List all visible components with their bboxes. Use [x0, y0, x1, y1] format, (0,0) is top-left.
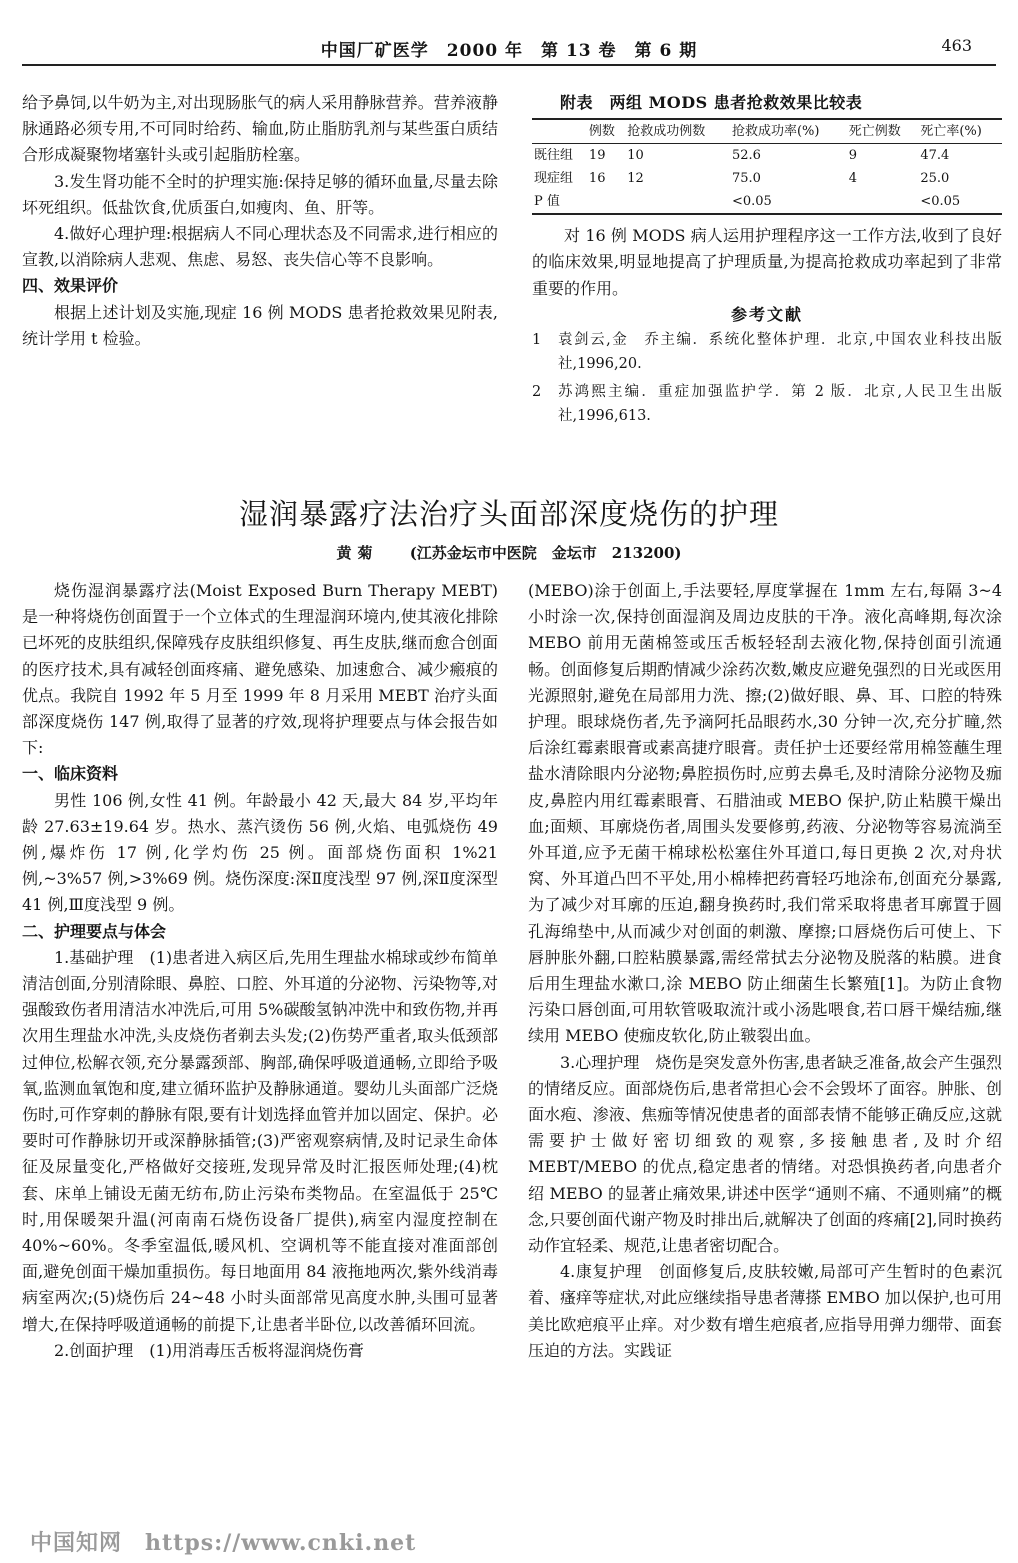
paragraph: 4.做好心理护理:根据病人不同心理状态及不同需求,进行相应的宣教,以消除病人悲观、焦虑、易怒、丧失信心等不良影响。	[22, 224, 498, 270]
table-cell: P 值	[532, 190, 587, 214]
table-header-cell: 死亡例数	[847, 119, 919, 144]
table-body	[532, 144, 1002, 215]
reference-item	[532, 380, 1002, 428]
paragraph: 2.创面护理 (1)用消毒压舌板将湿润烧伤膏	[54, 1340, 364, 1360]
table-cell: 10	[627, 148, 644, 164]
upper-right-column	[532, 90, 1002, 432]
reference-text: 苏鸿熙主编．重症加强监护学．第 2 版．北京,人民卫生出版社,1996,613.	[558, 384, 1002, 425]
table-caption: 附表 两组 MODS 患者抢救效果比较表	[560, 93, 863, 112]
table-cell: 75.0	[731, 171, 761, 187]
table-cell: 25.0	[920, 171, 950, 187]
author-name: 黄菊	[336, 544, 379, 562]
page-number: 463	[941, 36, 972, 55]
references-list	[532, 328, 1002, 428]
paragraph: (MEBO)涂于创面上,手法要轻,厚度掌握在 1mm 左右,每隔 3~4 小时涂一次,保持创面湿润及周边皮肤的干净。液化高峰期,每次涂 MEBO 前用无菌棉签或压舌板轻轻刮去液化物,保持创面引流通畅。创面修复后期酌情减少涂药次数,嫩皮应避免强烈的日光或医用光源照射,避免在局部用力洗、擦;(2)做好眼、鼻、耳、口腔的特殊护理。眼球烧伤者,先予滴阿托品眼药水,30 分钟一次,充分扩瞳,然后涂红霉素眼膏或素高捷疗眼膏。责任护士还要经常用棉签蘸生理盐水清除眼内分泌物;鼻腔损伤时,应剪去鼻毛,及时清除分泌物及痂皮,鼻腔内用红霉素眼膏、石腊油或 MEBO 保护,防止粘膜干燥出血;面颊、耳廓烧伤者,周围头发要修剪,药液、分泌物等容易流淌至外耳道,应予无菌干棉球松松塞住外耳道口,每日更换 2 次,对舟状窝、外耳道凸凹不平处,用小棉棒把药膏轻巧地涂布,创面充分暴露,为了减少对耳廓的压迫,翻身换药时,我们常采取将患者耳廓置于圆孔海绵垫中,从而减少对创面的刺激、摩擦;口唇烧伤后可使上、下唇肿胀外翻,口腔粘膜暴露,需经常拭去分泌物及脱落的粘膜。进食后用生理盐水漱口,涂 MEBO 防止细菌生长繁殖[1]。为防止食物污染口唇创面,可用软管吸取流汁或小汤匙喂食,若口唇干燥结痂,继续用 MEBO 使痂皮软化,防止皲裂出血。	[528, 581, 1002, 1046]
table-cell: 现症组	[534, 171, 574, 187]
table-cell: 9	[848, 148, 858, 164]
cnki-watermark: 中国知网 https://www.cnki.net	[30, 1530, 417, 1556]
paragraph: 烧伤湿润暴露疗法(Moist Exposed Burn Therapy MEBT)是一种将烧伤创面置于一个立体式的生理湿润环境内,使其液化排除已坏死的皮肤组织,保障残存皮肤组织修复、再生皮肤,继而愈合创面的医疗技术,具有减轻创面疼痛、避免感染、加速愈合、减少瘢痕的优点。我院自 1992 年 5 月至 1999 年 8 月采用 MEBT 治疗头面部深度烧伤 147 例,取得了显著的疗效,现将护理要点与体会报告如下:	[22, 581, 498, 758]
table-cell	[625, 190, 730, 214]
table-cell: 16	[588, 171, 606, 187]
references-title: 参考文献	[730, 304, 803, 324]
table-header-row	[532, 119, 1002, 144]
table-row	[532, 190, 1002, 214]
journal-title: 中国厂矿医学 2000 年 第 13 卷 第 6 期	[320, 41, 698, 61]
table-header-cell: 抢救成功例数	[625, 119, 730, 144]
reference-text: 袁剑云,金 乔主编．系统化整体护理．北京,中国农业科技出版社,1996,20.	[558, 332, 1002, 373]
reference-item	[532, 328, 1002, 376]
reference-number: 1	[532, 332, 542, 349]
paragraph: 1.基础护理 (1)患者进入病区后,先用生理盐水棉球或纱布简单清洁创面,分别清除眼、鼻腔、口腔、外耳道的分泌物、污染物等,对强酸致伤者用清洁水冲洗后,可用 5%碳酸氢钠冲洗中和致伤物,并再次用生理盐水冲洗,头皮烧伤者剃去头发;(2)伤势严重者,取头低颈部过伸位,松解衣领,充分暴露颈部、胸部,确保呼吸道通畅,立即给予吸氧,监测血氧饱和度,建立循环监护及静脉通道。婴幼儿头面部广泛烧伤时,可作穿刺的静脉有限,要有计划选择血管并加以固定、保护。必要时可作静脉切开或深静脉插管;(3)严密观察病情,及时记录生命体征及尿量变化,严格做好交接班,发现异常及时汇报医师处理;(4)枕套、床单上铺设无菌无纺布,防止污染布类物品。在室温低于 25℃时,用保暖架升温(河南南石烧伤设备厂提供),病室内湿度控制在 40%~60%。冬季室温低,暖风机、空调机等不能直接对准面部创面,避免创面干燥加重损伤。每日地面用 84 液拖地两次,紫外线消毒病室两次;(5)烧伤后 24~48 小时头面部常见高度水肿,头围可显著增大,在保持呼吸道通畅的前提下,让患者半卧位,以改善循环回流。	[22, 947, 498, 1334]
table-cell: <0.05	[730, 190, 847, 214]
table-header-cell	[532, 119, 587, 144]
section-heading: 二、护理要点与体会	[22, 921, 167, 941]
paragraph: 3.心理护理 烧伤是突发意外伤害,患者缺乏准备,故会产生强烈的情绪反应。面部烧伤后,患者常担心会不会毁坏了面容。肿胀、创面水疱、渗液、焦痂等情况使患者的面部表情不能够正确反应,这就需要护士做好密切细致的观察,多接触患者,及时介绍 MEBT/MEBO 的优点,稳定患者的情绪。对恐惧换药者,向患者介绍 MEBO 的显著止痛效果,讲述中医学“通则不痛、不通则痛”的概念,只要创面代谢产物及时排出后,就解决了创面的疼痛[2],同时换药动作宜轻柔、规范,让患者密切配合。	[528, 1052, 1002, 1256]
paragraph: 根据上述计划及实施,现症 16 例 MODS 患者抢救效果见附表,统计学用 t 检验。	[22, 302, 498, 348]
table-cell: 47.4	[920, 148, 950, 164]
table-cell: <0.05	[918, 190, 1002, 214]
paragraph: 给予鼻饲,以牛奶为主,对出现肠胀气的病人采用静脉营养。营养液静脉通路必须专用,不可同时给药、输血,防止脂肪乳剂与某些蛋白质结合形成凝聚物堵塞针头或引起脂肪栓塞。	[22, 93, 498, 165]
paragraph: 3.发生肾功能不全时的护理实施:保持足够的循环血量,尽量去除坏死组织。低盐饮食,优质蛋白,如瘦肉、鱼、肝等。	[22, 171, 498, 217]
table-cell: 4	[848, 171, 858, 187]
lower-left-column	[22, 578, 498, 1364]
conclusion-paragraph: 对 16 例 MODS 病人运用护理程序这一工作方法,收到了良好的临床效果,明显地提高了护理质量,为提高抢救成功率起到了非常重要的作用。	[532, 226, 1002, 298]
table-row	[532, 167, 1002, 190]
table-cell	[847, 190, 919, 214]
lower-right-column	[528, 578, 1002, 1364]
table-cell: 12	[627, 171, 644, 187]
table-row	[532, 144, 1002, 168]
section-heading: 四、效果评价	[22, 276, 119, 296]
table-cell: 19	[588, 148, 606, 164]
byline	[0, 542, 1018, 563]
table-cell	[587, 190, 625, 214]
table-header-cell: 抢救成功率(%)	[730, 119, 847, 144]
upper-left-column	[22, 90, 498, 352]
section-heading: 一、临床资料	[22, 764, 119, 784]
article-title: 湿润暴露疗法治疗头面部深度烧伤的护理	[238, 497, 779, 531]
paragraph: 4.康复护理 创面修复后,皮肤较嫩,局部可产生暂时的色素沉着、瘙痒等症状,对此应继续指导患者薄搽 EMBO 加以保护,也可用美比欧疤痕平止痒。对少数有增生疤痕者,应指导用弹力绷带、面套压迫的方法。实践证	[528, 1262, 1002, 1360]
table-header-cell: 例数	[587, 119, 625, 144]
table-cell: 既往组	[534, 148, 574, 164]
paragraph: 男性 106 例,女性 41 例。年龄最小 42 天,最大 84 岁,平均年龄 27.63±19.64 岁。热水、蒸汽烫伤 56 例,火焰、电弧烧伤 49 例,爆炸伤 17 例,化学灼伤 25 例。面部烧伤面积 1%21 例,~3%57 例,>3%69 例。烧伤深度:深Ⅱ度浅型 97 例,深Ⅱ度深型 41 例,Ⅲ度浅型 9 例。	[22, 790, 498, 915]
running-header	[22, 36, 996, 66]
table-cell: 52.6	[731, 148, 761, 164]
author-affiliation: (江苏金坛市中医院 金坛市 213200)	[409, 544, 682, 562]
results-table	[532, 118, 1002, 215]
table-header-cell: 死亡率(%)	[918, 119, 1002, 144]
reference-number: 2	[532, 384, 542, 401]
